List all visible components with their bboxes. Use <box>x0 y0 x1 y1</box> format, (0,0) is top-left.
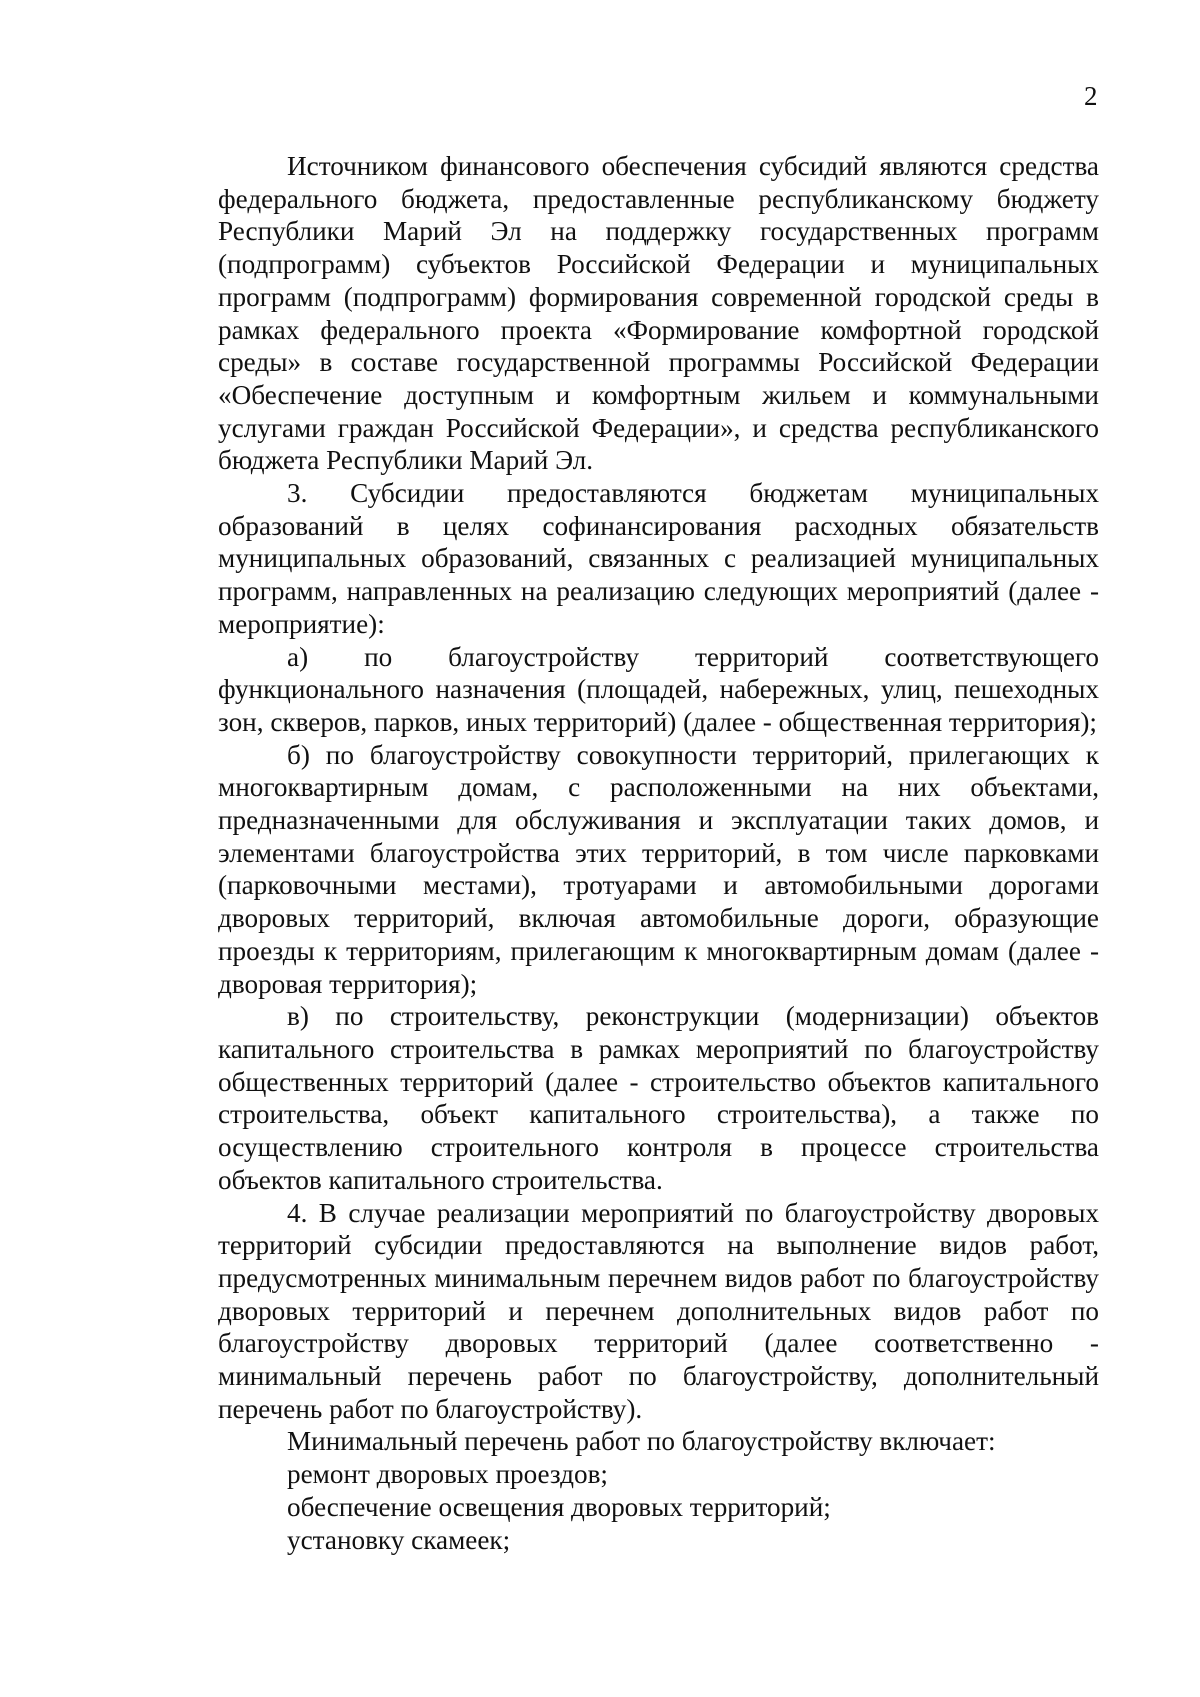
list-item: ремонт дворовых проездов; <box>287 1459 608 1490</box>
paragraph-clause-3v: в) по строительству, реконструкции (модернизации) объектов капитального строительства в рамках мероприятий по благоустройству общественных территорий (далее - строительство объектов капитального строительства, объект капитального строительства), а также по осуществлению строительного контроля в процессе строительства объектов капитального строительства. <box>218 1001 1099 1195</box>
list-item: установку скамеек; <box>287 1524 511 1555</box>
document-body <box>218 150 1099 1556</box>
paragraph-funding-source: Источником финансового обеспечения субсидий являются средства федерального бюджета, предоставленные республиканскому бюджету Республики Марий Эл на поддержку государственных программ (подпрограмм) субъектов Российской Федерации и муниципальных программ (подпрограмм) формирования современной городской среды в рамках федерального проекта «Формирование комфортной городской среды» в составе государственной программы Российской Федерации «Обеспечение доступным и комфортным жильем и коммунальными услугами граждан Российской Федерации», и средства республиканского бюджета Республики Марий Эл. <box>218 151 1099 476</box>
paragraph-clause-4: 4. В случае реализации мероприятий по благоустройству дворовых территорий субсидии предоставляются на выполнение видов работ, предусмотренных минимальным перечнем видов работ по благоустройству дворовых территорий и перечнем дополнительных видов работ по благоустройству дворовых территорий (далее соответственно - минимальный перечень работ по благоустройству, дополнительный перечень работ по благоустройству). <box>218 1197 1099 1424</box>
page-number: 2 <box>1084 81 1098 111</box>
list-item: обеспечение освещения дворовых территорий; <box>287 1491 831 1522</box>
paragraph-clause-3b: б) по благоустройству совокупности территорий, прилегающих к многоквартирным домам, с расположенными на них объектами, предназначенными для обслуживания и эксплуатации таких домов, и элементами благоустройства этих территорий, в том числе парковками (парковочными местами), тротуарами и автомобильными дорогами дворовых территорий, включая автомобильные дороги, образующие проезды к территориям, прилегающим к многоквартирным домам (далее - дворовая территория); <box>218 739 1099 999</box>
paragraph-clause-3: 3. Субсидии предоставляются бюджетам муниципальных образований в целях софинансирования расходных обязательств муниципальных образований, связанных с реализацией муниципальных программ, направленных на реализацию следующих мероприятий (далее - мероприятие): <box>218 478 1099 639</box>
paragraph-clause-3a: а) по благоустройству территорий соответствующего функционального назначения (площадей, набережных, улиц, пешеходных зон, скверов, парков, иных территорий) (далее - общественная территория); <box>218 641 1099 737</box>
list-intro: Минимальный перечень работ по благоустройству включает: <box>287 1426 996 1457</box>
